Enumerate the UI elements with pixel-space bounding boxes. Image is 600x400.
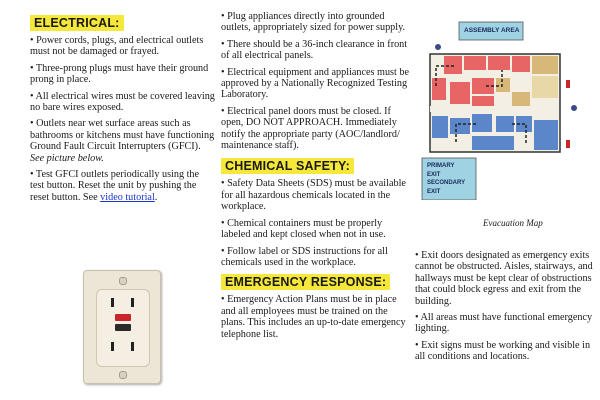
list-item: • All areas must have functional emergency lighting. [415, 312, 593, 335]
exits-column [415, 250, 600, 368]
gfci-text: • Outlets near wet surface areas such as bathrooms or kitchens must have functioning Ground Fault Circuit Interrupters (GFCI). [30, 118, 215, 153]
test-gfci-text: • Test GFCI outlets periodically using the test button. Reset the unit by pushing the reset button. See [30, 169, 200, 203]
middle-column [221, 0, 411, 345]
list-item: • Electrical panel doors must be closed. If open, DO NOT APPROACH. Immediately notify the appropriate party (AOC/landlord/ maintenance staff). [221, 105, 400, 152]
list-item: • Plug appliances directly into grounded outlets, appropriately sized for power supply. [221, 11, 406, 34]
red-room [450, 82, 470, 104]
chemical-safety-heading: CHEMICAL SAFETY: [221, 158, 354, 174]
red-room [488, 56, 510, 70]
evacuation-map [416, 20, 594, 228]
tan-room [532, 56, 558, 74]
red-room [512, 56, 530, 72]
outlet-slot [111, 342, 114, 351]
red-room [472, 78, 494, 94]
assembly-area-label: ASSEMBLY AREA [464, 27, 520, 34]
see-picture-note: See picture below. [30, 152, 104, 164]
emergency-list [221, 294, 411, 340]
red-room [432, 78, 446, 100]
video-tutorial-link[interactable]: video tutorial [100, 191, 155, 203]
legend-line: SECONDARY [427, 180, 466, 186]
blue-room [496, 116, 514, 132]
corridor [430, 106, 534, 112]
red-room [464, 56, 486, 70]
test-button-icon [115, 314, 131, 321]
chemical-list [221, 178, 411, 268]
fire-extinguisher-icon [566, 140, 570, 148]
list-item: • Follow label or SDS instructions for all chemicals used in the workplace. [221, 245, 388, 268]
map-legend [427, 162, 465, 196]
fire-extinguisher-icon [566, 80, 570, 88]
electrical-column [30, 0, 215, 208]
outlet-slot [111, 298, 114, 307]
red-room [444, 56, 462, 74]
outlet-slot [131, 342, 134, 351]
map-caption: Evacuation Map [483, 218, 543, 228]
blue-room [534, 120, 558, 150]
list-item: • There should be a 36-inch clearance in front of all electrical panels. [221, 38, 408, 62]
legend-line: PRIMARY [427, 163, 455, 169]
outlet-faceplate [96, 289, 150, 367]
tan-room [496, 78, 510, 92]
electrical-list [30, 35, 215, 203]
list-item: • Safety Data Sheets (SDS) must be available for all hazardous chemicals located in the workplace. [221, 178, 406, 213]
blue-room [450, 118, 470, 134]
legend-line: EXIT [427, 171, 441, 178]
list-item: • Chemical containers must be properly labeled and kept closed when not in use. [221, 217, 386, 241]
screw-icon [119, 277, 127, 285]
list-item: • Exit doors designated as emergency exits cannot be obstructed. Aisles, stairways, and hallways must be kept clear of obstructions that could block egress and exit from the building. [415, 250, 593, 307]
gfci-outlet-image [83, 270, 161, 384]
legend-line: EXIT [427, 188, 441, 195]
screw-icon [119, 371, 127, 379]
electrical-heading: ELECTRICAL: [30, 15, 124, 31]
exits-list [415, 250, 600, 363]
emergency-response-heading: EMERGENCY RESPONSE: [221, 274, 390, 290]
list-item: • Power cords, plugs, and electrical outlets must not be damaged or frayed. [30, 35, 204, 58]
reset-button-icon [115, 324, 131, 331]
list-item: • Electrical equipment and appliances must be approved by a Nationally Recognized Testing Laboratory. [221, 66, 410, 101]
list-item [30, 169, 215, 203]
tan-room [532, 76, 558, 98]
list-item: • All electrical wires must be covered leaving no bare wires exposed. [30, 90, 215, 114]
accessibility-icon [435, 44, 441, 50]
list-item: • Emergency Action Plans must be in place and all employees must be trained on the plans. This includes an up-to-date emergency telephone list. [221, 294, 406, 340]
electrical-list-continued [221, 11, 411, 151]
accessibility-icon [571, 105, 577, 111]
list-item [30, 118, 215, 164]
list-item: • Exit signs must be working and visible in all conditions and locations. [415, 339, 591, 363]
outlet-slot [131, 298, 134, 307]
blue-room [472, 136, 514, 150]
blue-room [432, 116, 448, 138]
list-item: • Three-prong plugs must have their ground prong in place. [30, 62, 209, 86]
blue-room [472, 114, 492, 132]
period-text: . [154, 191, 158, 203]
